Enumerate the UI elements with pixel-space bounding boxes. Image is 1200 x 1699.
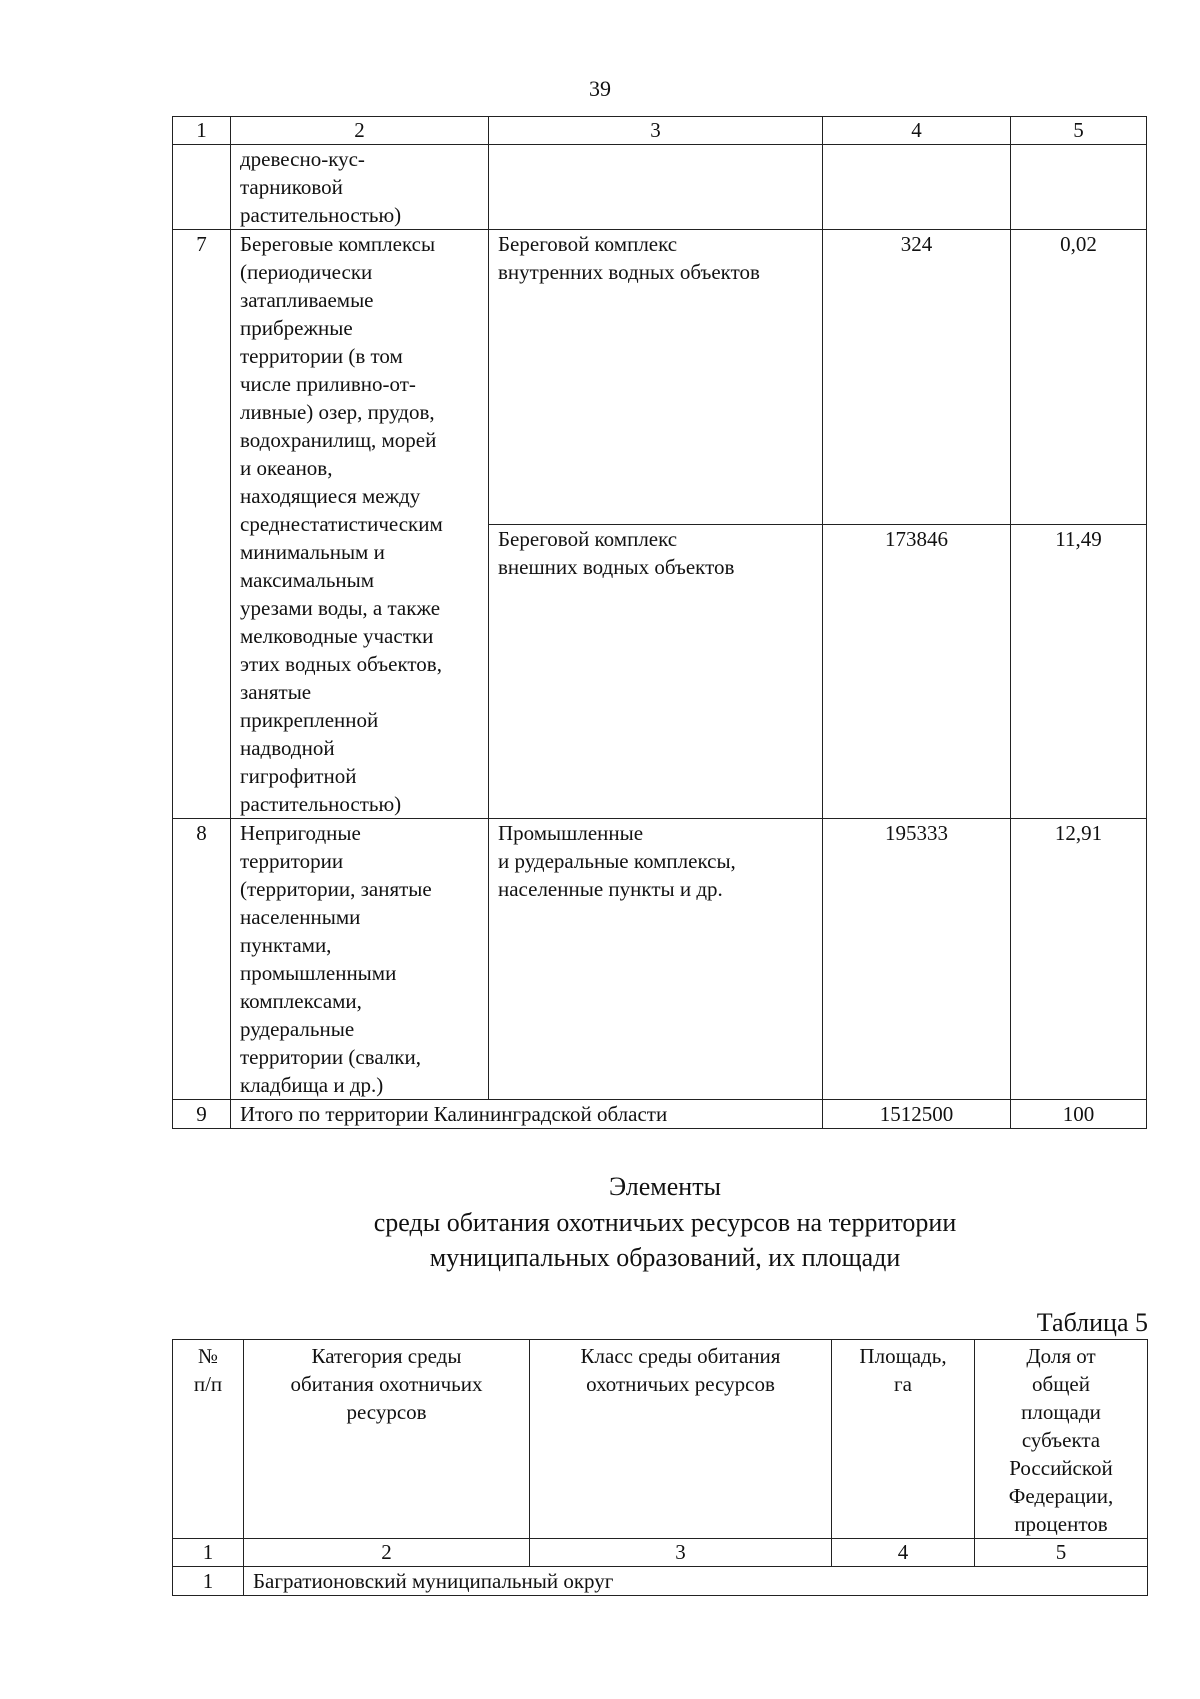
share-cell: 0,02 — [1011, 230, 1147, 525]
share-cell — [1011, 145, 1147, 230]
row-number-cell: 9 — [173, 1100, 231, 1129]
total-row — [173, 1100, 1147, 1129]
col-number-1: 1 — [173, 1539, 244, 1567]
category-cell: древесно-кус- тарниковой растительностью) — [231, 145, 489, 230]
area-cell: 195333 — [823, 819, 1011, 1100]
section-heading-line-1: Элементы — [608, 1172, 722, 1201]
table-row — [173, 819, 1147, 1100]
total-share: 100 — [1011, 1100, 1147, 1129]
category-cell: Береговые комплексы (периодически затапливаемые прибрежные территории (в том числе приливно-от- ливные) озер, прудов, водохранилищ, морей и океанов, находящиеся между среднестатистическим минимальным и максимальным урезами воды, а также мелководные участки этих водных объектов, занятые прикрепленной надводной гигрофитной растительностью) — [231, 230, 489, 819]
page-number: 39 — [589, 76, 611, 101]
row-number-cell: 7 — [173, 230, 231, 819]
col-number-4: 4 — [832, 1539, 975, 1567]
col-number-5: 5 — [1011, 117, 1147, 145]
class-cell — [489, 145, 823, 230]
area-cell: 324 — [823, 230, 1011, 525]
col-number-1: 1 — [173, 117, 231, 145]
share-cell: 11,49 — [1011, 524, 1147, 819]
col-number-2: 2 — [244, 1539, 530, 1567]
total-area: 1512500 — [823, 1100, 1011, 1129]
continued-row — [173, 145, 1147, 230]
total-label: Итого по территории Калининградской области — [231, 1100, 823, 1129]
section-heading-line-2: среды обитания охотничьих ресурсов на территории — [373, 1208, 957, 1237]
col-number-5: 5 — [975, 1539, 1148, 1567]
column-number-row — [173, 117, 1147, 145]
habitat-table-continued — [172, 116, 1147, 1129]
header-share: Доля от общей площади субъекта Российской Федерации, процентов — [975, 1340, 1148, 1539]
table-row — [173, 230, 1147, 525]
habitat-table-5 — [172, 1339, 1148, 1596]
header-category: Категория среды обитания охотничьих ресурсов — [244, 1340, 530, 1539]
area-cell — [823, 145, 1011, 230]
class-cell: Промышленные и рудеральные комплексы, населенные пункты и др. — [489, 819, 823, 1100]
col-number-2: 2 — [231, 117, 489, 145]
header-number: № п/п — [173, 1340, 244, 1539]
area-cell: 173846 — [823, 524, 1011, 819]
class-cell: Береговой комплекс внешних водных объектов — [489, 524, 823, 819]
municipality-name: Багратионовский муниципальный округ — [244, 1567, 1148, 1596]
class-cell: Береговой комплекс внутренних водных объектов — [489, 230, 823, 525]
col-number-3: 3 — [489, 117, 823, 145]
row-number-cell: 1 — [173, 1567, 244, 1596]
col-number-4: 4 — [823, 117, 1011, 145]
table-row — [173, 1567, 1148, 1596]
column-number-row — [173, 1539, 1148, 1567]
header-area: Площадь, га — [832, 1340, 975, 1539]
category-cell: Непригодные территории (территории, занятые населенными пунктами, промышленными комплексами, рудеральные территории (свалки, кладбища и др.) — [231, 819, 489, 1100]
row-number-cell — [173, 145, 231, 230]
row-number-cell: 8 — [173, 819, 231, 1100]
table-label: Таблица 5 — [1036, 1308, 1148, 1337]
share-cell: 12,91 — [1011, 819, 1147, 1100]
col-number-3: 3 — [530, 1539, 832, 1567]
header-class: Класс среды обитания охотничьих ресурсов — [530, 1340, 832, 1539]
header-row — [173, 1340, 1148, 1539]
section-heading-line-3: муниципальных образований, их площади — [429, 1243, 901, 1272]
